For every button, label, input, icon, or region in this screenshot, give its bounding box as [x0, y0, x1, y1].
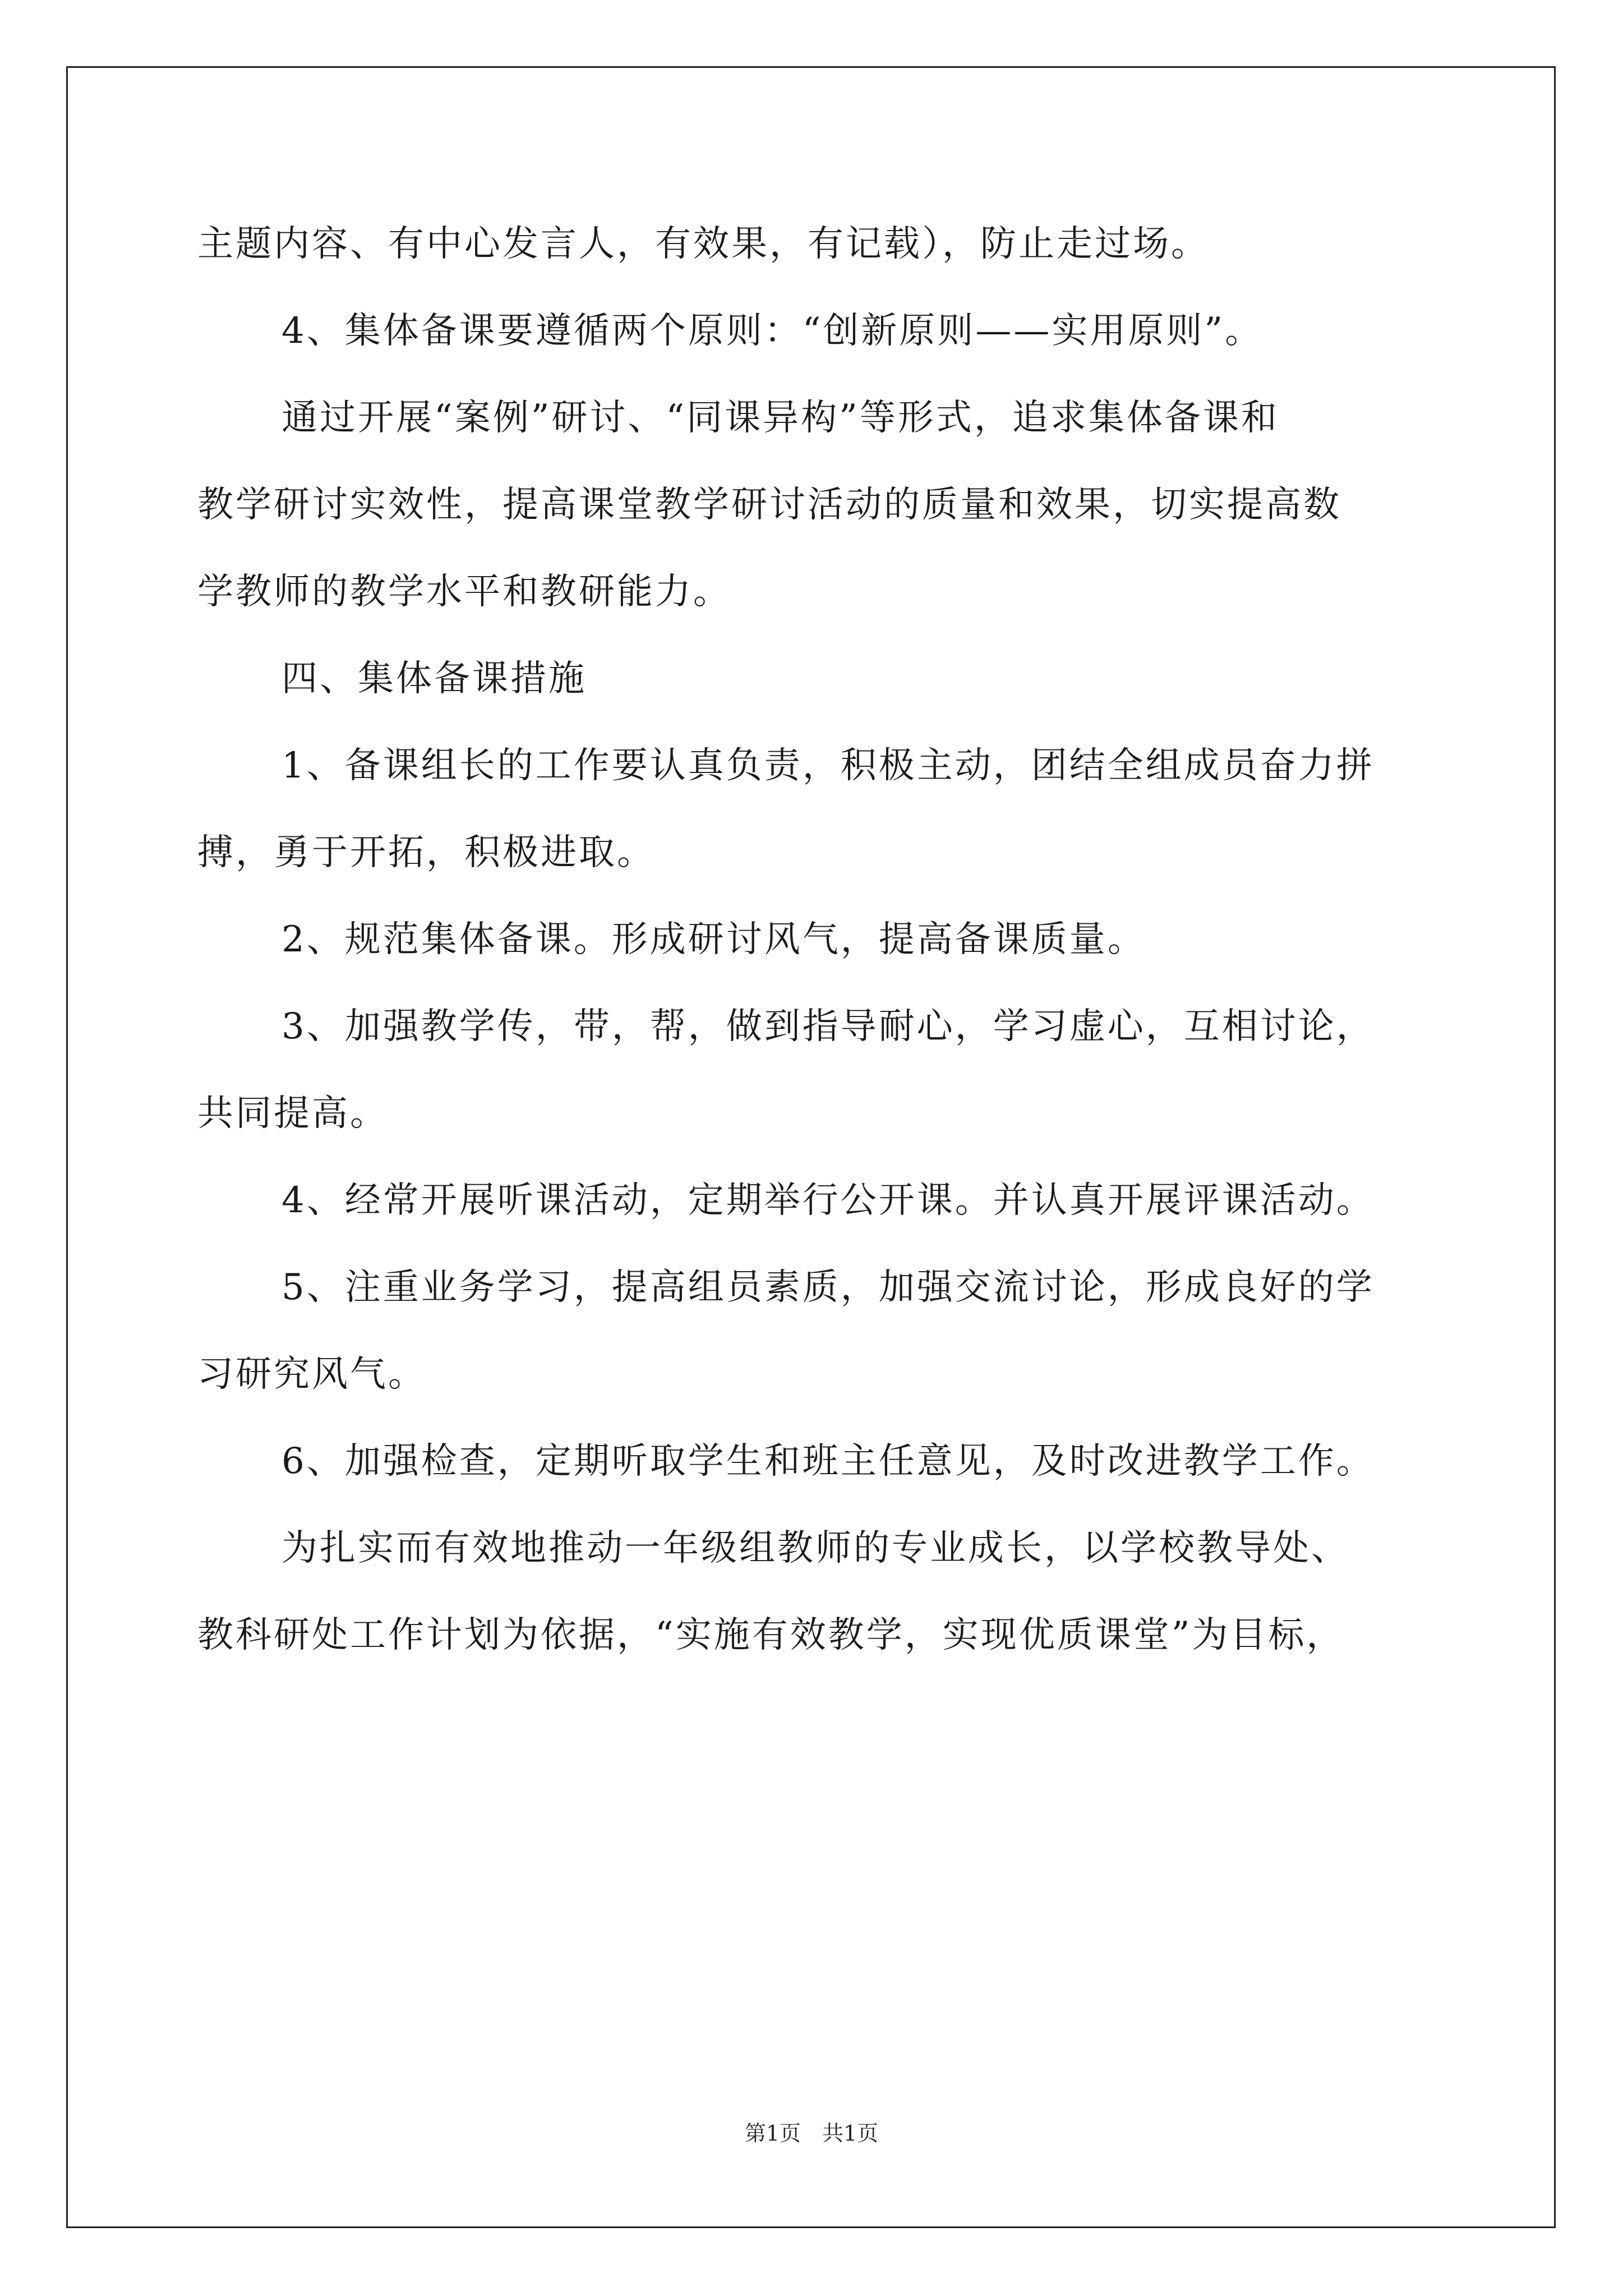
text-line: 通过开展“案例”研讨、“同课异构”等形式，追求集体备课和: [282, 397, 1279, 439]
page-number-footer: 第1页 共1页: [744, 2121, 879, 2146]
text-line: 5、注重业务学习，提高组员素质，加强交流讨论，形成良好的学: [282, 1267, 1375, 1308]
section-heading: 四、集体备课措施: [282, 658, 587, 700]
text-line: 1、备课组长的工作要认真负责，积极主动，团结全组成员奋力拼: [282, 745, 1375, 786]
text-line: 学教师的教学水平和教研能力。: [197, 571, 731, 613]
page-border: [66, 66, 1556, 2228]
text-line: 6、加强检查，定期听取学生和班主任意见，及时改进教学工作。: [282, 1441, 1375, 1482]
text-line: 3、加强教学传，带，帮，做到指导耐心，学习虚心，互相讨论，: [282, 1006, 1375, 1047]
text-line: 共同提高。: [197, 1093, 388, 1134]
text-line: 为扎实而有效地推动一年级组教师的专业成长，以学校教导处、: [282, 1527, 1349, 1569]
text-line: 4、经常开展听课活动，定期举行公开课。并认真开展评课活动。: [282, 1180, 1375, 1221]
text-line: 搏，勇于开拓，积极进取。: [197, 832, 655, 873]
text-line: 教学研讨实效性，提高课堂教学研讨活动的质量和效果，切实提高数: [197, 484, 1341, 526]
text-line: 主题内容、有中心发言人，有效果，有记载），防止走过场。: [197, 223, 1209, 265]
text-line: 习研究风气。: [197, 1354, 426, 1395]
text-line: 2、规范集体备课。形成研讨风气，提高备课质量。: [282, 919, 1146, 960]
text-line: 教科研处工作计划为依据，“实施有效教学，实现优质课堂”为目标，: [197, 1614, 1345, 1656]
text-line: 4、集体备课要遵循两个原则：“创新原则——实用原则”。: [282, 310, 1264, 352]
